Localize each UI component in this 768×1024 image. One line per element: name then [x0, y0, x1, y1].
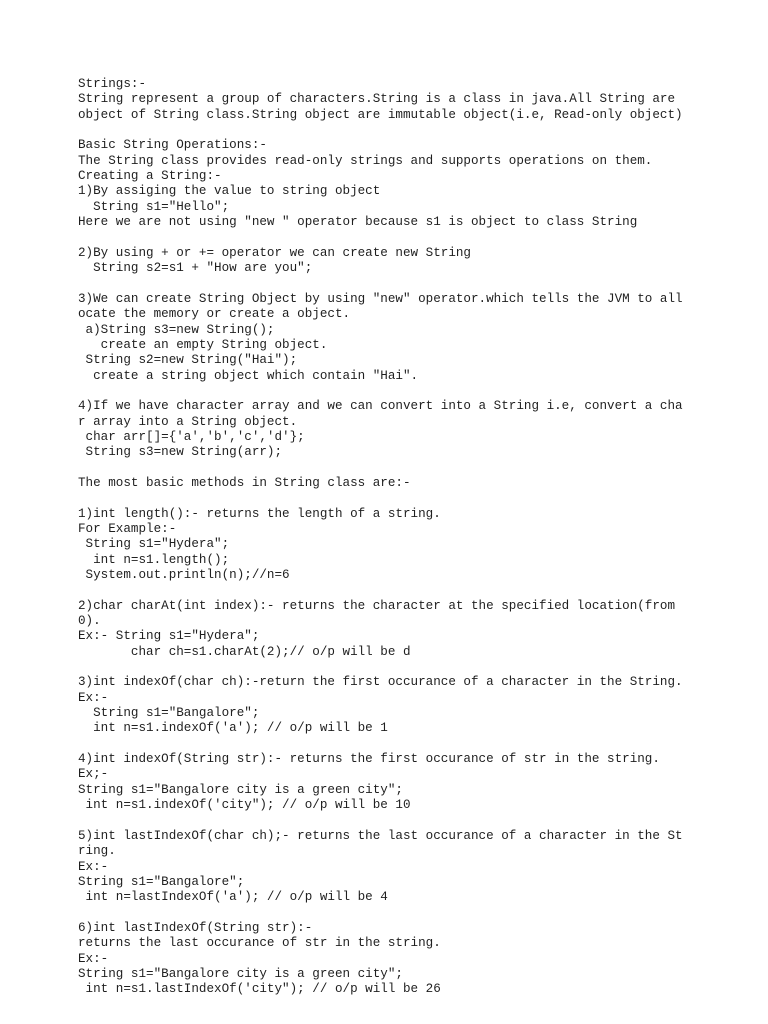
document-line [78, 660, 758, 675]
document-line [78, 906, 758, 921]
document-line: int n=s1.indexOf('city"); // o/p will be 10 [78, 798, 411, 813]
document-line [78, 491, 758, 506]
document-line: String s1="Bangalore city is a green city"; [78, 782, 403, 797]
document-line: int n=s1.indexOf('a'); // o/p will be 1 [78, 721, 388, 736]
document-line [78, 737, 758, 752]
document-line [78, 583, 758, 598]
document-line [78, 230, 758, 245]
document-line: create an empty String object. [78, 337, 328, 352]
document-line: create a string object which contain "Hai". [78, 368, 419, 383]
document-line: String s1="Hello"; [78, 199, 230, 214]
document-line: String s3=new String(arr); [78, 445, 283, 460]
document-line: For Example:- [78, 521, 177, 536]
document-line: int n=s1.length(); [78, 552, 230, 567]
document-line: ring. [78, 844, 116, 859]
document-line [78, 384, 758, 399]
document-line: 6)int lastIndexOf(String str):- [78, 920, 313, 935]
document-line [78, 276, 758, 291]
document-line: 1)By assiging the value to string object [78, 184, 381, 199]
document-line: int n=s1.lastIndexOf('city"); // o/p will be 26 [78, 982, 441, 997]
document-line: Basic String Operations:- [78, 138, 267, 153]
document-line: Strings:- [78, 77, 147, 91]
document-line: 4)int indexOf(String str):- returns the first occurance of str in the string. [78, 752, 660, 767]
document-line: String represent a group of characters.String is a class in java.All String are [78, 92, 676, 107]
document-line: String s2=s1 + "How are you"; [78, 261, 313, 276]
document-line: String s1="Hydera"; [78, 537, 230, 552]
document-line: Ex:- [78, 859, 109, 874]
document-line: String s1="Bangalore city is a green city"; [78, 966, 403, 981]
document-line: Ex;- [78, 767, 109, 782]
document-line: 5)int lastIndexOf(char ch);- returns the last occurance of a character in the St [78, 828, 683, 843]
document-line: 2)char charAt(int index):- returns the character at the specified location(from [78, 598, 676, 613]
document-line: Here we are not using "new " operator because s1 is object to class String [78, 215, 638, 230]
document-line: String s1="Bangalore"; [78, 874, 245, 889]
document-line: String s1="Bangalore"; [78, 706, 260, 721]
document-line: a)String s3=new String(); [78, 322, 275, 337]
document-line: char arr[]={'a','b','c','d'}; [78, 429, 305, 444]
document-line: Creating a String:- [78, 169, 222, 184]
document-line: 4)If we have character array and we can convert into a String i.e, convert a cha [78, 399, 683, 414]
document-line: char ch=s1.charAt(2);// o/p will be d [78, 644, 411, 659]
document-line: 3)We can create String Object by using "new" operator.which tells the JVM to all [78, 291, 683, 306]
document-line: String s2=new String("Hai"); [78, 353, 298, 368]
document-line: The String class provides read-only strings and supports operations on them. [78, 153, 653, 168]
document-line: The most basic methods in String class are:- [78, 475, 411, 490]
document-line: Ex:- [78, 951, 109, 966]
document-line: 0). [78, 614, 101, 629]
document-line: ocate the memory or create a object. [78, 307, 351, 322]
document-text [78, 77, 758, 998]
document-line: returns the last occurance of str in the string. [78, 936, 441, 951]
document-line [78, 814, 758, 829]
document-line [78, 123, 758, 138]
document-line: 3)int indexOf(char ch):-return the first occurance of a character in the String. [78, 675, 683, 690]
document-line: r array into a String object. [78, 414, 298, 429]
document-line: System.out.println(n);//n=6 [78, 568, 290, 582]
document-line: object of String class.String object are immutable object(i.e, Read-only object) [78, 107, 683, 122]
document-line: int n=lastIndexOf('a'); // o/p will be 4 [78, 890, 388, 905]
document-line: Ex:- String s1="Hydera"; [78, 629, 260, 644]
document-line: 2)By using + or += operator we can create new String [78, 245, 471, 260]
document-line: 1)int length():- returns the length of a string. [78, 506, 441, 521]
document-line: Ex:- [78, 690, 109, 705]
document-line [78, 461, 758, 476]
